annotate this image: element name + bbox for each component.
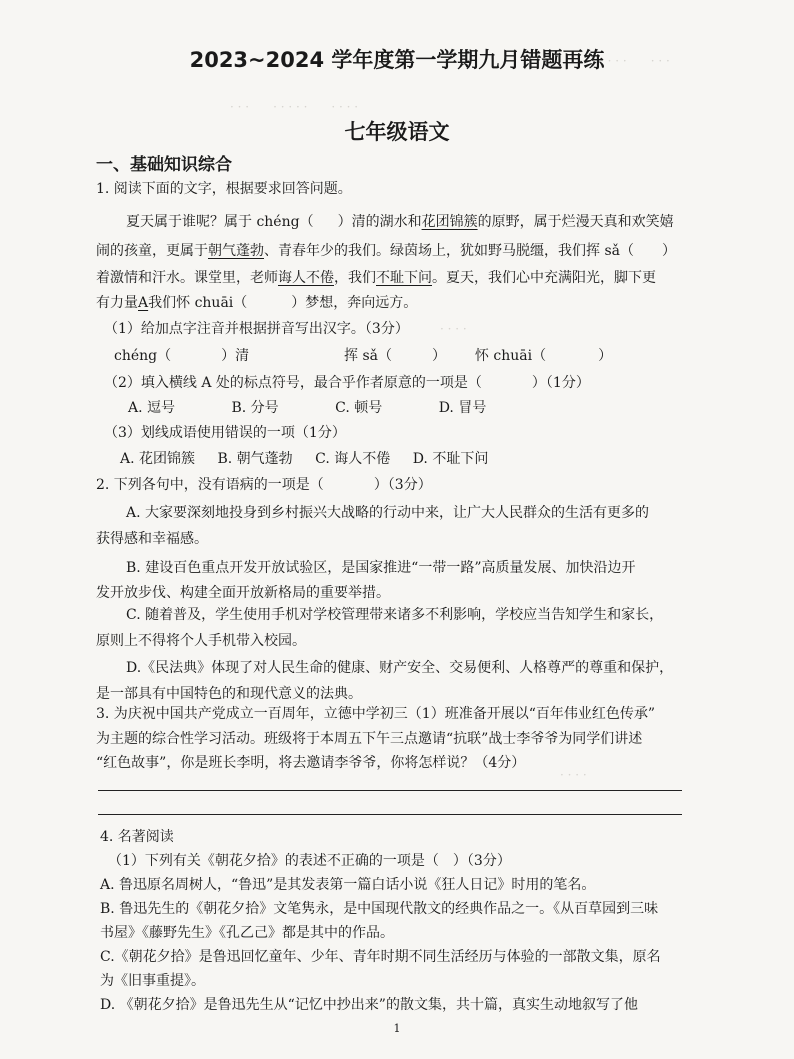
- q2-option-a-line-2: 获得感和幸福感。: [96, 531, 208, 547]
- page-subtitle: 七年级语文: [344, 120, 450, 144]
- option-d: D. 不耻下问: [412, 451, 489, 467]
- option-c: C. 顿号: [335, 400, 383, 416]
- idiom-huirenbujuan: 诲人不倦: [278, 270, 334, 286]
- q1-passage-line-4: 有力量A我们怀 chuāi（ ）梦想，奔向远方。: [96, 295, 418, 311]
- q4-sub1: （1）下列有关《朝花夕拾》的表述不正确的一项是（ ）（3分）: [108, 853, 511, 869]
- option-c: C. 诲人不倦: [315, 451, 391, 467]
- idiom-zhaoqipengbo: 朝气蓬勃: [208, 243, 264, 259]
- q2-option-b-line-2: 发开放步伐、构建全面开放新格局的重要举措。: [96, 585, 390, 601]
- bleed-through-text: · · · ·: [440, 322, 467, 336]
- q3-line-2: 为主题的综合性学习活动。班级将于本周五下午三点邀请“抗联”战士李爷爷为同学们讲述: [96, 731, 643, 747]
- q1-stem: 1. 阅读下面的文字，根据要求回答问题。: [96, 181, 352, 197]
- q4-option-d-line-1: D. 《朝花夕拾》是鲁迅先生从“记忆中抄出来”的散文集，共十篇，真实生动地叙写了他: [100, 997, 638, 1013]
- page-number: 1: [393, 1022, 401, 1035]
- option-d: D. 冒号: [438, 400, 487, 416]
- q4-option-c-line-1: C.《朝花夕拾》是鲁迅回忆童年、少年、青年时期不同生活经历与体验的一部散文集，原名: [100, 949, 661, 965]
- q2-option-d-line-1: D.《民法典》体现了对人民生命的健康、财产安全、交易便利、人格尊严的尊重和保护，: [126, 660, 674, 676]
- q1-sub2: （2）填入横线 A 处的标点符号，最合乎作者原意的一项是（ ）（1分）: [104, 375, 590, 391]
- bleed-through-text: · · · · · · · · · · · ·: [230, 100, 359, 114]
- q1-sub1-answers: chéng（ ）清 挥 sǎ（ ） 怀 chuāi（ ）: [114, 348, 613, 364]
- option-b: B. 朝气蓬勃: [217, 451, 293, 467]
- section-heading: 一、基础知识综合: [96, 155, 232, 175]
- page-title: 2023~2024 学年度第一学期九月错题再练: [189, 48, 605, 72]
- q1-sub1: （1）给加点字注音并根据拼音写出汉字。（3分）: [104, 321, 409, 337]
- idiom-buchixiawen: 不耻下问: [376, 270, 432, 286]
- bleed-through-text: · · · · · · ·: [600, 54, 670, 68]
- q4-option-b-line-1: B. 鲁迅先生的《朝花夕拾》文笔隽永，是中国现代散文的经典作品之一。《从百草园到三味: [100, 901, 659, 917]
- option-b: B. 分号: [231, 400, 279, 416]
- q4-option-b-line-2: 书屋》《藤野先生》《孔乙己》都是其中的作品。: [100, 925, 394, 941]
- q2-option-c-line-2: 原则上不得将个人手机带入校园。: [96, 633, 306, 649]
- q1-passage-line-3: 着激情和汗水。课堂里，老师诲人不倦，我们不耻下问。夏天，我们心中充满阳光，脚下更: [96, 270, 656, 286]
- q2-option-d-line-2: 是一部具有中国特色的和现代意义的法典。: [96, 686, 362, 702]
- q4-heading: 4. 名著阅读: [100, 829, 174, 845]
- q3-line-3: “红色故事”，你是班长李明，将去邀请李爷爷，你将怎样说？（4分）: [96, 755, 526, 771]
- q2-option-a-line-1: A. 大家要深刻地投身到乡村振兴大战略的行动中来，让广大人民群众的生活有更多的: [126, 505, 650, 521]
- answer-line: [98, 790, 682, 791]
- q3-line-1: 3. 为庆祝中国共产党成立一百周年，立德中学初三（1）班准备开展以“百年伟业红色传承”: [96, 706, 656, 722]
- q1-passage-line-2: 闹的孩童，更属于朝气蓬勃、青春年少的我们。绿茵场上，犹如野马脱缰，我们挥 sǎ（ ）: [96, 243, 676, 259]
- bleed-through-text: · · · ·: [560, 768, 587, 782]
- answer-line: [98, 814, 682, 815]
- q2-option-b-line-1: B. 建设百色重点开发开放试验区，是国家推进“一带一路”高质量发展、加快沿边开: [126, 560, 636, 576]
- q1-sub3: （3）划线成语使用错误的一项（1分）: [104, 425, 346, 441]
- q2-option-c-line-1: C. 随着普及，学生使用手机对学校管理带来诸多不利影响，学校应当告知学生和家长，: [126, 607, 664, 623]
- q2-stem: 2. 下列各句中，没有语病的一项是（ ）（3分）: [96, 477, 432, 493]
- q1-passage-line-1: 夏天属于谁呢？属于 chéng（ ）清的湖水和花团锦簇的原野，属于烂漫天真和欢笑嬉: [126, 214, 674, 230]
- q1-sub2-options: [128, 397, 486, 417]
- option-a: A. 逗号: [128, 400, 176, 416]
- idiom-huatuanjincu: 花团锦簇: [421, 214, 478, 230]
- blank-marker-a: A: [138, 295, 149, 311]
- option-a: A. 花团锦簇: [120, 451, 196, 467]
- q4-option-c-line-2: 为《旧事重提》。: [100, 973, 205, 989]
- q1-sub3-options: [120, 448, 488, 468]
- q4-option-a: A. 鲁迅原名周树人，“鲁迅”是其发表第一篇白话小说《狂人日记》时用的笔名。: [100, 877, 596, 893]
